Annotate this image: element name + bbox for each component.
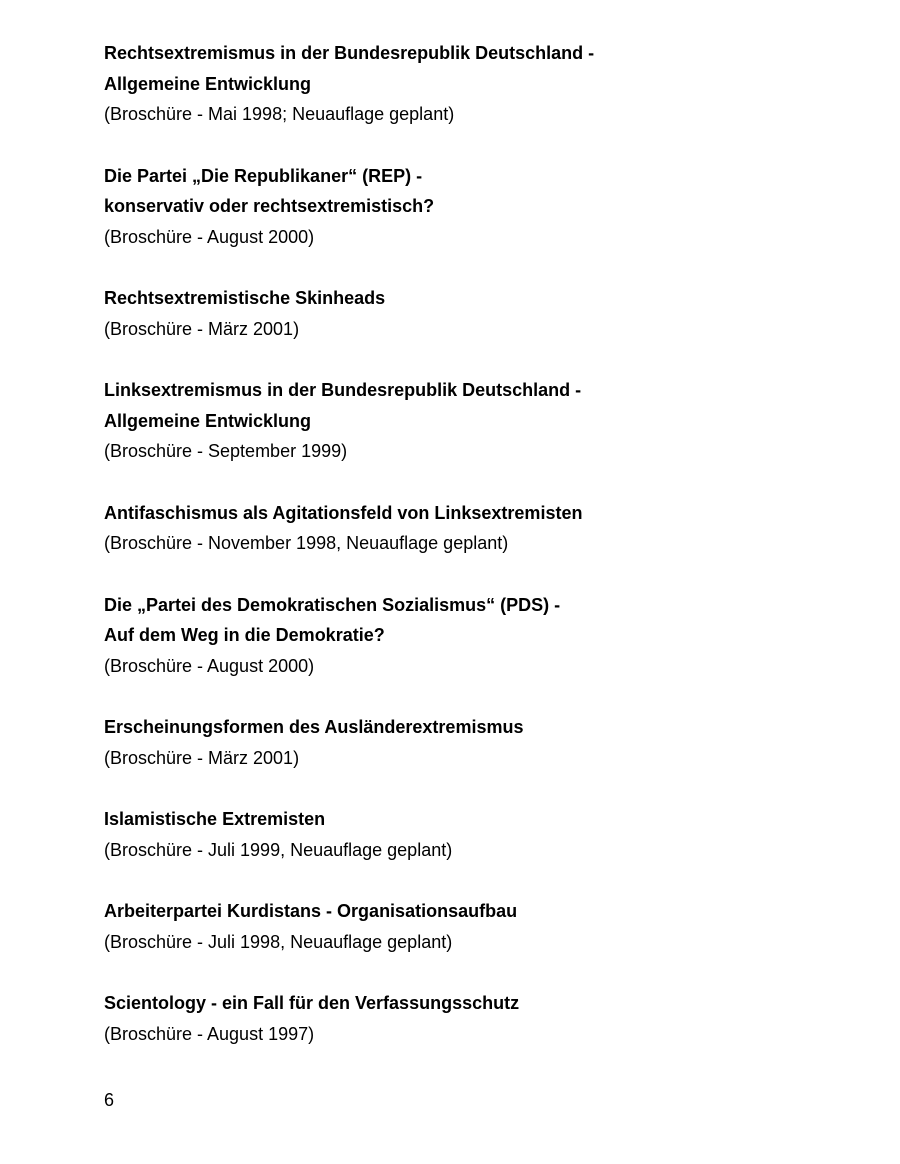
publication-note: (Broschüre - Juli 1998, Neuauflage geplant) [104,931,453,952]
publication-title: Linksextremismus in der Bundesrepublik Deutschland - [104,380,582,400]
publication-note: (Broschüre - August 2000) [104,226,315,247]
publication-entry [104,498,864,559]
publication-title: Islamistische Extremisten [104,809,326,829]
publication-note: (Broschüre - August 1997) [104,1023,315,1044]
publication-title: Antifaschismus als Agitationsfeld von Linksextremisten [104,502,583,523]
publication-note: (Broschüre - Juli 1999, Neuauflage geplant) [104,839,453,860]
publication-entry [104,988,864,1049]
publication-entry [104,283,864,344]
publication-note: (Broschüre - März 2001) [104,747,300,768]
publication-note: (Broschüre - März 2001) [104,318,300,339]
publication-title: Die „Partei des Demokratischen Sozialismus“ (PDS) - [104,594,561,615]
publication-title: Erscheinungsformen des Ausländerextremismus [104,717,524,737]
publication-entry [104,712,864,773]
publication-title: Auf dem Weg in die Demokratie? [104,625,385,645]
publication-title: konservativ oder rechtsextremistisch? [104,196,435,216]
publication-entry [104,161,864,253]
publication-note: (Broschüre - August 2000) [104,655,315,676]
publication-title: Rechtsextremismus in der Bundesrepublik Deutschland - [104,43,595,63]
publication-note: (Broschüre - Mai 1998; Neuauflage geplant) [104,104,455,124]
publication-entry [104,896,864,957]
publication-note: (Broschüre - September 1999) [104,441,348,461]
publication-note: (Broschüre - November 1998, Neuauflage geplant) [104,533,509,553]
publication-entry [104,590,864,682]
publication-title: Die Partei „Die Republikaner“ (REP) - [104,165,423,186]
publication-title: Arbeiterpartei Kurdistans - Organisationsaufbau [104,901,518,921]
publication-entry [104,804,864,865]
publication-entry [104,38,864,130]
publication-entry [104,375,864,467]
publication-title: Scientology - ein Fall für den Verfassungsschutz [104,993,520,1013]
publication-list [104,38,864,1080]
page-number: 6 [104,1090,115,1110]
publication-title: Rechtsextremistische Skinheads [104,288,386,308]
publication-title: Allgemeine Entwicklung [104,410,312,431]
publication-title: Allgemeine Entwicklung [104,73,312,94]
